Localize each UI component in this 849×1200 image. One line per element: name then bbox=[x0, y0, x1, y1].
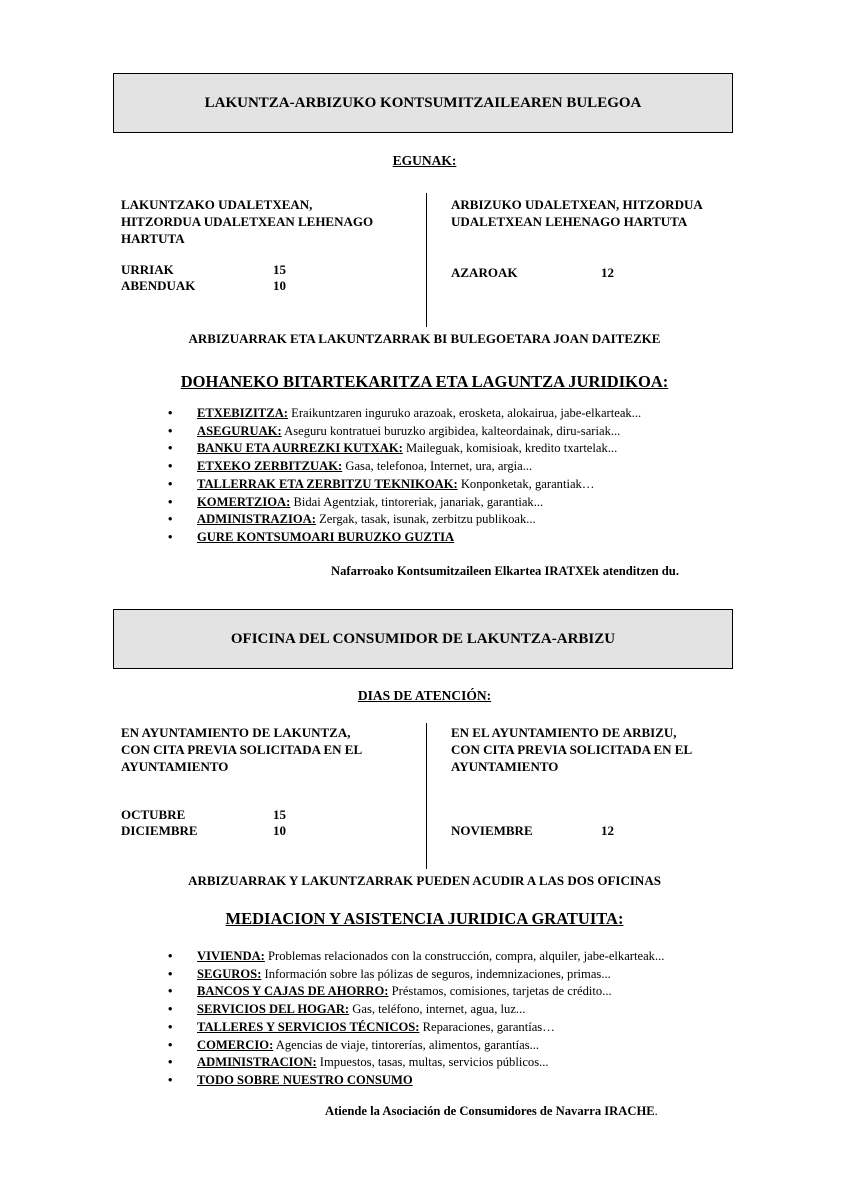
eu-left-line: HITZORDUA UDALETXEAN LEHENAGO bbox=[121, 214, 374, 229]
eu-right-location bbox=[451, 196, 703, 230]
bullet-icon: • bbox=[168, 512, 173, 527]
eu-title: LAKUNTZA-ARBIZUKO KONTSUMITZAILEAREN BULEGOA bbox=[204, 94, 642, 111]
es-date-day: 15 bbox=[273, 807, 286, 822]
service-text: Gas, teléfono, internet, agua, luz... bbox=[349, 1002, 526, 1017]
eu-days-heading: EGUNAK: bbox=[392, 153, 457, 168]
es-date-month: NOVIEMBRE bbox=[451, 823, 533, 838]
es-days-heading: DIAS DE ATENCIÓN: bbox=[357, 688, 492, 703]
list-item bbox=[168, 1072, 664, 1090]
list-item bbox=[168, 476, 641, 494]
bullet-icon: • bbox=[168, 984, 173, 999]
service-text: Konponketak, garantiak… bbox=[457, 476, 595, 491]
es-title: OFICINA DEL CONSUMIDOR DE LAKUNTZA-ARBIZU bbox=[230, 630, 616, 647]
service-text: Reparaciones, garantías… bbox=[419, 1019, 555, 1034]
es-right-line: CON CITA PREVIA SOLICITADA EN EL bbox=[451, 742, 693, 757]
eu-both-offices: ARBIZUARRAK ETA LAKUNTZARRAK BI BULEGOETARA JOAN DAITEZKE bbox=[188, 331, 661, 346]
service-key: ADMINISTRAZIOA: bbox=[197, 512, 316, 527]
eu-column-divider bbox=[426, 193, 427, 327]
list-item bbox=[168, 966, 664, 984]
service-text: Impuestos, tasas, multas, servicios públicos... bbox=[316, 1055, 549, 1070]
es-footer bbox=[325, 1104, 658, 1119]
bullet-icon: • bbox=[168, 406, 173, 420]
es-footer-text: Atiende la Asociación de Consumidores de Navarra IRACHE bbox=[325, 1104, 655, 1118]
list-item bbox=[168, 405, 641, 423]
list-item bbox=[168, 458, 641, 476]
eu-date-month: AZAROAK bbox=[451, 265, 518, 280]
bullet-icon: • bbox=[168, 966, 173, 981]
bullet-icon: • bbox=[168, 949, 173, 963]
es-left-line: CON CITA PREVIA SOLICITADA EN EL bbox=[121, 742, 363, 757]
es-date-day: 10 bbox=[273, 823, 286, 838]
eu-right-line: ARBIZUKO UDALETXEAN, HITZORDUA bbox=[451, 197, 703, 212]
es-column-divider bbox=[426, 723, 427, 869]
service-key: VIVIENDA: bbox=[197, 949, 265, 963]
service-key: BANCOS Y CAJAS DE AHORRO: bbox=[197, 984, 389, 999]
bullet-icon: • bbox=[168, 1037, 173, 1052]
bullet-icon: • bbox=[168, 423, 173, 438]
es-both-offices: ARBIZUARRAK Y LAKUNTZARRAK PUEDEN ACUDIR A LAS DOS OFICINAS bbox=[188, 873, 661, 888]
service-text: Gasa, telefonoa, Internet, ura, argia... bbox=[342, 459, 533, 474]
list-item bbox=[168, 1019, 664, 1037]
service-text: Préstamos, comisiones, tarjetas de crédito... bbox=[388, 984, 612, 999]
service-text: Maileguak, komisioak, kredito txartelak... bbox=[402, 441, 618, 456]
service-key: TODO SOBRE NUESTRO CONSUMO bbox=[197, 1072, 413, 1087]
list-item bbox=[168, 948, 664, 966]
eu-date-day: 10 bbox=[273, 278, 286, 293]
service-text: Problemas relacionados con la construcción, compra, alquiler, jabe-elkarteak... bbox=[264, 949, 665, 963]
es-left-line: EN AYUNTAMIENTO DE LAKUNTZA, bbox=[121, 725, 351, 740]
bullet-icon: • bbox=[168, 1055, 173, 1070]
list-item bbox=[168, 423, 641, 441]
es-right-line: EN EL AYUNTAMIENTO DE ARBIZU, bbox=[451, 725, 677, 740]
eu-services-list bbox=[168, 405, 641, 547]
service-key: TALLERRAK ETA ZERBITZU TEKNIKOAK: bbox=[197, 476, 458, 491]
bullet-icon: • bbox=[168, 459, 173, 474]
bullet-icon: • bbox=[168, 1019, 173, 1034]
eu-date-day: 15 bbox=[273, 262, 286, 277]
bullet-icon: • bbox=[168, 441, 173, 456]
service-text: Información sobre las pólizas de seguros, indemnizaciones, primas... bbox=[261, 966, 611, 981]
bullet-icon: • bbox=[168, 476, 173, 491]
service-key: BANKU ETA AURREZKI KUTXAK: bbox=[197, 441, 403, 456]
eu-right-line: UDALETXEAN LEHENAGO HARTUTA bbox=[451, 214, 688, 229]
service-text: Agencias de viaje, tintorerías, alimentos, garantías... bbox=[273, 1037, 540, 1052]
bullet-icon: • bbox=[168, 494, 173, 509]
bullet-icon: • bbox=[168, 529, 173, 544]
service-key: TALLERES Y SERVICIOS TÉCNICOS: bbox=[197, 1019, 420, 1034]
list-item bbox=[168, 494, 641, 512]
service-key: COMERCIO: bbox=[197, 1037, 274, 1052]
list-item bbox=[168, 983, 664, 1001]
eu-title-box bbox=[113, 73, 733, 133]
service-key: ETXEKO ZERBITZUAK: bbox=[197, 459, 343, 474]
es-footer-period: . bbox=[654, 1104, 658, 1118]
es-services-list bbox=[168, 948, 664, 1090]
service-text: Zergak, tasak, isunak, zerbitzu publikoak... bbox=[315, 512, 536, 527]
service-key: SEGUROS: bbox=[197, 966, 262, 981]
list-item bbox=[168, 1037, 664, 1055]
service-key: ETXEBIZITZA: bbox=[197, 406, 288, 420]
eu-left-line: HARTUTA bbox=[121, 231, 185, 246]
es-left-line: AYUNTAMIENTO bbox=[121, 759, 229, 774]
eu-services-heading: DOHANEKO BITARTEKARITZA ETA LAGUNTZA JURIDIKOA: bbox=[180, 372, 669, 391]
eu-left-line: LAKUNTZAKO UDALETXEAN, bbox=[121, 197, 313, 212]
bullet-icon: • bbox=[168, 1072, 173, 1087]
service-key: SERVICIOS DEL HOGAR: bbox=[197, 1002, 350, 1017]
es-left-location bbox=[121, 724, 362, 775]
service-text: Eraikuntzaren inguruko arazoak, erosketa, alokairua, jabe-elkarteak... bbox=[288, 406, 642, 420]
es-date-day: 12 bbox=[601, 823, 614, 838]
es-right-location bbox=[451, 724, 692, 775]
es-title-box bbox=[113, 609, 733, 669]
es-date-month: OCTUBRE bbox=[121, 807, 186, 822]
es-right-line: AYUNTAMIENTO bbox=[451, 759, 559, 774]
es-services-heading: MEDIACION Y ASISTENCIA JURIDICA GRATUITA: bbox=[225, 909, 624, 928]
bullet-icon: • bbox=[168, 1002, 173, 1017]
service-text: Aseguru kontratuei buruzko argibidea, kalteordainak, diru-sariak... bbox=[281, 423, 621, 438]
eu-date-month: URRIAK bbox=[121, 262, 174, 277]
service-key: ASEGURUAK: bbox=[197, 423, 282, 438]
service-key: KOMERTZIOA: bbox=[197, 494, 291, 509]
eu-left-location bbox=[121, 196, 373, 247]
list-item bbox=[168, 529, 641, 547]
eu-date-month: ABENDUAK bbox=[121, 278, 196, 293]
service-text: Bidai Agentziak, tintoreriak, janariak, garantiak... bbox=[290, 494, 544, 509]
service-key: ADMINISTRACION: bbox=[197, 1055, 317, 1070]
list-item bbox=[168, 440, 641, 458]
list-item bbox=[168, 511, 641, 529]
list-item bbox=[168, 1001, 664, 1019]
eu-footer: Nafarroako Kontsumitzaileen Elkartea IRATXEk atenditzen du. bbox=[331, 564, 679, 578]
es-date-month: DICIEMBRE bbox=[121, 823, 198, 838]
eu-date-day: 12 bbox=[601, 265, 614, 280]
service-key: GURE KONTSUMOARI BURUZKO GUZTIA bbox=[197, 529, 455, 544]
list-item bbox=[168, 1054, 664, 1072]
